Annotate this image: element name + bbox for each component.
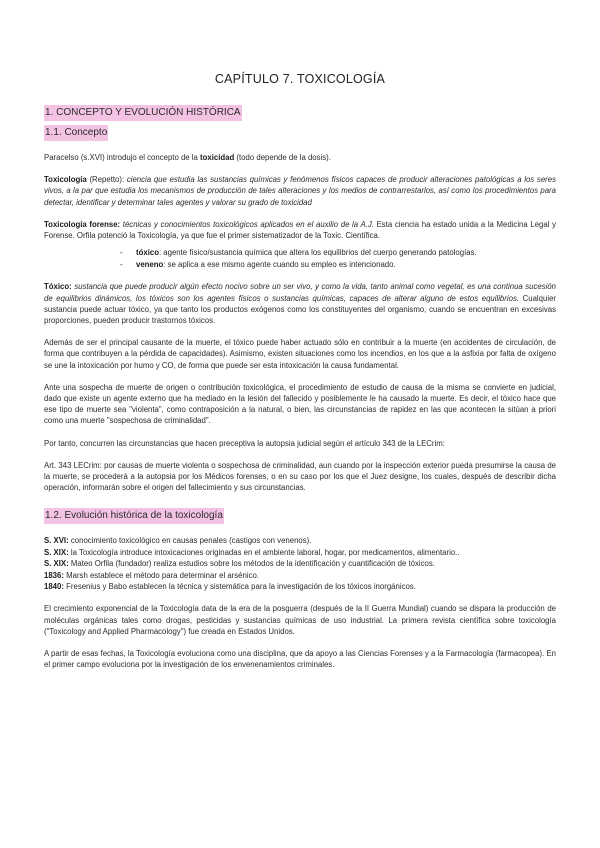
paragraph-disciplina: A partir de esas fechas, la Toxicología evoluciona como una disciplina, que da apoyo a las Ciencias Forenses y a la Farmacología (farmacopea). En el primer campo evoluciona por la investigación de los envenenamientos criminales.	[44, 649, 556, 670]
history-date: S. XVI:	[44, 536, 69, 546]
term-toxicidad: toxicidad	[200, 153, 235, 162]
term: tóxico	[136, 248, 159, 258]
paragraph-articulo-343: Art. 343 LECrim: por causas de muerte violenta o sospechosa de criminalidad, aun cuando por la inspección exterior pueda presumirse la causa de la muerte, se procederá a la autopsia por los Médicos forenses, o en su caso por los que el Juez designe, los cuales, después de describir dicha operación, informarán sobre el origen del fallecimiento y sus circunstancias.	[44, 460, 556, 493]
subsection-heading-evolucion-historica: 1.2. Evolución histórica de la toxicología	[44, 508, 224, 524]
definition-text: ciencia que estudia las sustancias químicas y fenómenos físicos capaces de producir alteraciones patológicas a los seres vivos, a la par que estudia los mecanismos de producción de tales alteraciones y los medios de contrarrestarlos, así como los procedimientos para detectar, identificar y determinar tales agentes y valorar su grado de toxicidad	[44, 175, 556, 207]
history-item	[44, 535, 556, 546]
paragraph-autopsia-judicial: Por tanto, concurren las circunstancias que hacen preceptiva la autopsia judicial según el artículo 343 de la LECrim:	[44, 438, 445, 448]
definition-text: sustancia que puede producir algún efecto nocivo sobre un ser vivo, y como la vida, tanto animal como vegetal, es una continua sucesión de equilibrios dinámicos, los tóxicos son los agentes físicos o sustancias químicas, capaces de alterar alguno de estos equilibrios.	[44, 282, 556, 303]
section-heading-concepto-evolucion: 1. CONCEPTO Y EVOLUCIÓN HISTÓRICA	[44, 105, 242, 121]
history-date: S. XIX:	[44, 559, 69, 569]
paragraph-crecimiento-toxicologia: El crecimiento exponencial de la Toxicología data de la era de la posguerra (después de la II Guerra Mundial) cuando se dispara la producción de moléculas orgánicas tales como drogas, pesticidas y sustancias químicas de uso industrial. La primera revista científica sobre toxicología ("Toxicology and Applied Pharmacology") fue creada en Estados Unidos.	[44, 604, 556, 636]
definitions-list	[44, 247, 556, 270]
term-toxico: Tóxico:	[44, 282, 72, 292]
history-text: conocimiento toxicológico en causas penales (castigos con venenos).	[68, 536, 312, 546]
text: Cualquier sustancia puede actuar tóxico, ya que tanto los productos exógenos como los constituyentes del organismo, cuando se encuentran en excesivas proporciones, pueden producir trastornos tóxicos.	[44, 293, 556, 326]
history-item	[44, 581, 556, 592]
text: (todo depende de la dosis).	[234, 153, 331, 162]
paragraph-paracelso	[44, 152, 556, 163]
history-date: 1840:	[44, 582, 64, 592]
paragraph-toxico-definition	[44, 281, 556, 326]
paragraph-toxicologia-definition	[44, 174, 556, 208]
paragraph-causante-muerte: Además de ser el principal causante de la muerte, el tóxico puede haber actuado sólo en contribuir a la muerte (en accidentes de circulación, de forma que contribuyen a la pérdida de capacidades). Asimismo, existen situaciones como los incendios, en los que a la asfixia por falta de oxígeno se une la intoxicación por humo y CO, de forma que puede ser esta intoxicación la causa fundamental.	[44, 338, 556, 370]
history-text: la Toxicología introduce intoxicaciones originadas en el ambiente laboral, hogar, por medicamentos, alimentario..	[68, 547, 460, 557]
history-text: Marsh establece el método para determinar el arsénico.	[63, 570, 259, 580]
history-item	[44, 558, 556, 569]
paragraph-toxicologia-forense	[44, 219, 556, 241]
history-date: S. XIX:	[44, 547, 69, 557]
term-toxicologia-forense: Toxicología forense:	[44, 219, 121, 229]
history-list	[44, 535, 556, 592]
chapter-title: CAPÍTULO 7. TOXICOLOGÍA	[214, 72, 386, 86]
history-text: Mateo Orfila (fundador) realiza estudios sobre los métodos de la identificación y cuantificación de tóxicos.	[68, 559, 435, 569]
history-date: 1836:	[44, 570, 64, 580]
text: (Repetto):	[86, 175, 127, 185]
history-item	[44, 547, 556, 558]
list-item-toxico	[120, 247, 556, 259]
text: : se aplica a ese mismo agente cuando su empleo es intencionado.	[163, 259, 396, 269]
text: : agente físico/sustancia química que altera los equilibrios del cuerpo generando patologías.	[158, 248, 477, 258]
subsection-heading-concepto: 1.1. Concepto	[44, 125, 108, 141]
history-text: Fresenius y Babo establecen la técnica y sistemática para la investigación de los tóxicos inorgánicos.	[63, 582, 416, 592]
text: Paracelso (s.XVI) introdujo el concepto de la	[44, 153, 201, 162]
list-item-veneno	[120, 259, 556, 271]
term-toxicologia: Toxicología	[44, 175, 87, 185]
term: veneno	[136, 259, 164, 269]
paragraph-sospecha-muerte: Ante una sospecha de muerte de origen o contribución toxicológica, el procedimiento de estudio de causa de la misma se convierte en judicial, dado que existe un agente externo que ha mediado en la lesión del fallecido y posiblemente le ha causado la muerte. Es decir, el tóxico hace que ese tipo de muerte sea "violenta", como contraposición a la natural, o bien, las circunstancias de rapidez en las que acontecen la sitúan a priori como una muerte "sospechosa de criminalidad".	[44, 382, 556, 426]
history-item	[44, 570, 556, 581]
definition-text: técnicas y conocimientos toxicológicos aplicados en el auxilio de la A.J.	[120, 219, 374, 229]
text: Esta ciencia ha estado unida a la Medicina Legal y Forense. Orfila potenció la Toxicología, ya que fue el primer sistematizador de la Toxic. Científica.	[44, 219, 556, 241]
